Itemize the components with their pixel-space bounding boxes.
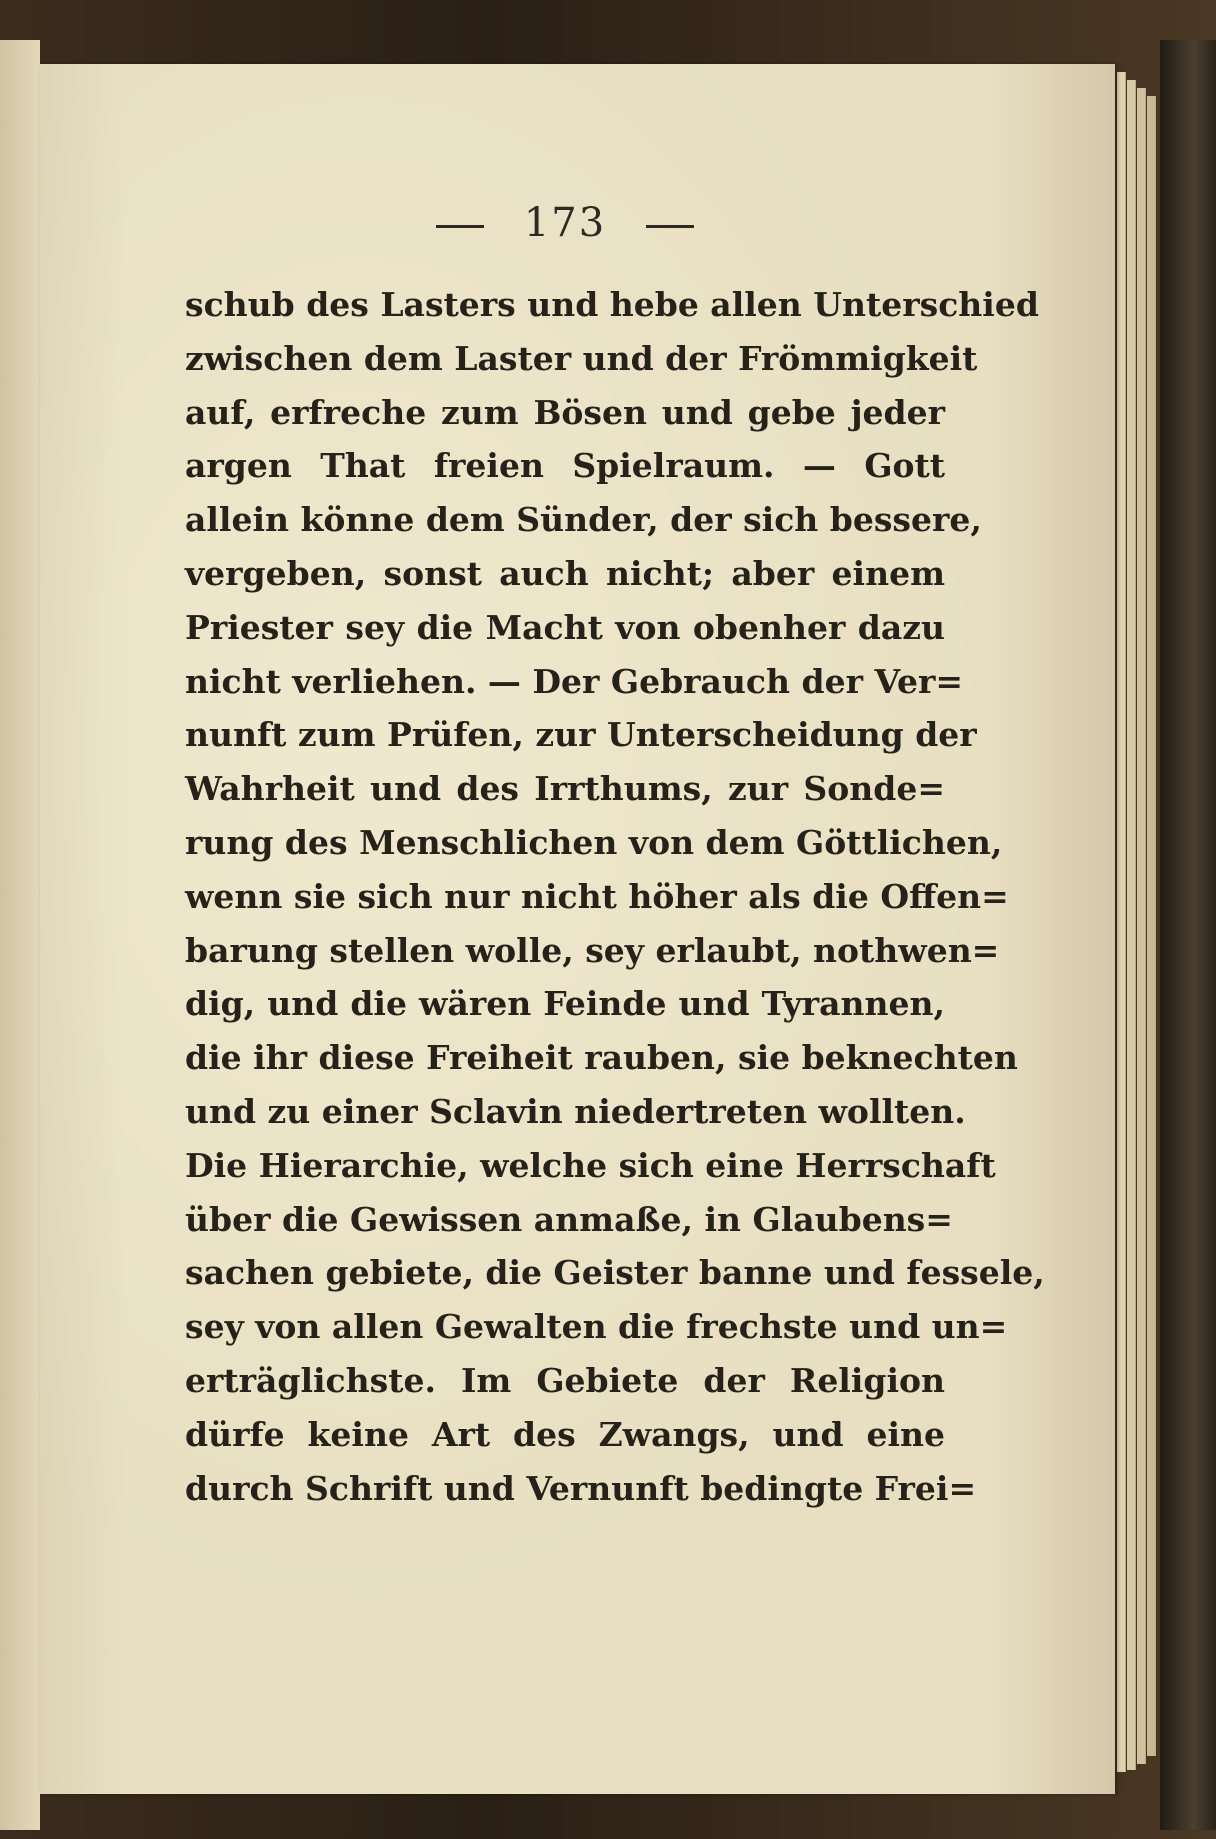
text-line: argen That freien Spielraum. — Gott [185, 446, 945, 486]
text-line: wenn sie sich nur nicht höher als die Offen= [185, 876, 1009, 916]
text-line: durch Schrift und Vernunft bedingte Frei= [185, 1468, 977, 1508]
text-line: auf, erfreche zum Bösen und gebe jeder [185, 392, 945, 432]
body-text [185, 278, 1045, 1515]
page-leaf-edge [1137, 88, 1146, 1764]
header-dash-right [646, 225, 694, 228]
text-line: schub des Lasters und hebe allen Unterschied [185, 285, 1039, 324]
text-line: und zu einer Sclavin niedertreten wollten. [185, 1091, 966, 1131]
page-leaf-edge [1147, 96, 1156, 1756]
text-line: allein könne dem Sünder, der sich bessere, [185, 500, 982, 540]
text-line: sey von allen Gewalten die frechste und un= [185, 1307, 1008, 1347]
text-line: barung stellen wolle, sey erlaubt, nothwen= [185, 930, 1000, 970]
text-line: nunft zum Prüfen, zur Unterscheidung der [185, 715, 977, 755]
text-line: zwischen dem Laster und der Frömmigkeit [185, 338, 978, 378]
text-line: vergeben, sonst auch nicht; aber einem [185, 553, 945, 593]
text-line: nicht verliehen. — Der Gebrauch der Ver= [185, 661, 964, 701]
text-line: rung des Menschlichen von dem Göttlichen, [185, 822, 1003, 862]
book-board-edge [1160, 40, 1216, 1830]
text-line: sachen gebiete, die Geister banne und fessele, [185, 1253, 1045, 1293]
text-line: Priester sey die Macht von obenher dazu [185, 607, 945, 647]
text-line: die ihr diese Freiheit rauben, sie beknechten [185, 1038, 1018, 1078]
page-number: 173 [523, 200, 607, 246]
page-header [0, 200, 1130, 246]
text-line: über die Gewissen anmaße, in Glaubens= [185, 1199, 953, 1239]
page-leaf-edge [1127, 80, 1136, 1770]
text-line: dürfe keine Art des Zwangs, und eine [185, 1414, 945, 1454]
text-line: Die Hierarchie, welche sich eine Herrschaft [185, 1145, 996, 1185]
text-line: Wahrheit und des Irrthums, zur Sonde= [185, 769, 945, 809]
page-leaf-edge [1117, 72, 1126, 1772]
header-dash-left [436, 225, 484, 228]
left-page-edge [0, 40, 40, 1830]
text-line: erträglichste. Im Gebiete der Religion [185, 1360, 945, 1400]
text-line: dig, und die wären Feinde und Tyrannen, [185, 984, 945, 1024]
